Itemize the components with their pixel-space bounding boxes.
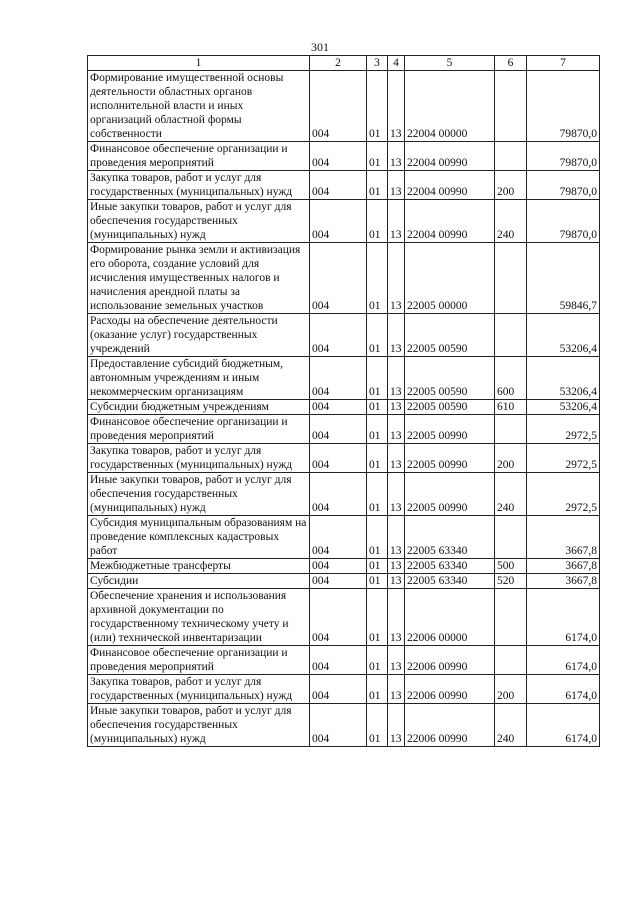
cell-amount: 79870,0 — [527, 142, 600, 171]
table-row — [88, 142, 600, 171]
cell-pr: 13 — [388, 243, 405, 314]
cell-rz: 01 — [367, 574, 388, 589]
cell-ved: 004 — [310, 589, 367, 646]
cell-vr — [495, 71, 527, 142]
cell-amount: 79870,0 — [527, 200, 600, 243]
cell-name: Формирование имущественной основы деятельности областных органов исполнительной власти и иных организаций областной формы собственности — [88, 71, 310, 142]
table-row — [88, 516, 600, 559]
cell-vr: 520 — [495, 574, 527, 589]
cell-csr: 22006 00990 — [405, 704, 495, 747]
cell-ved: 004 — [310, 200, 367, 243]
cell-rz: 01 — [367, 243, 388, 314]
table-row — [88, 200, 600, 243]
cell-ved: 004 — [310, 574, 367, 589]
cell-amount: 2972,5 — [527, 415, 600, 444]
cell-pr: 13 — [388, 646, 405, 675]
cell-amount: 6174,0 — [527, 704, 600, 747]
cell-csr: 22004 00990 — [405, 200, 495, 243]
cell-vr — [495, 415, 527, 444]
cell-pr: 13 — [388, 589, 405, 646]
cell-rz: 01 — [367, 516, 388, 559]
table-row — [88, 171, 600, 200]
cell-pr: 13 — [388, 559, 405, 574]
table-row — [88, 71, 600, 142]
cell-name: Субсидии бюджетным учреждениям — [88, 400, 310, 415]
cell-pr: 13 — [388, 675, 405, 704]
cell-pr: 13 — [388, 357, 405, 400]
table-body — [88, 71, 600, 747]
cell-csr: 22005 00590 — [405, 314, 495, 357]
cell-name: Иные закупки товаров, работ и услуг для обеспечения государственных (муниципальных) нужд — [88, 200, 310, 243]
table-row — [88, 704, 600, 747]
cell-name: Финансовое обеспечение организации и проведения мероприятий — [88, 142, 310, 171]
cell-csr: 22005 00990 — [405, 444, 495, 473]
column-header: 3 — [367, 56, 388, 71]
cell-pr: 13 — [388, 71, 405, 142]
table-row — [88, 559, 600, 574]
cell-name: Субсидии — [88, 574, 310, 589]
column-header: 1 — [88, 56, 310, 71]
cell-amount: 3667,8 — [527, 516, 600, 559]
cell-csr: 22005 00990 — [405, 415, 495, 444]
cell-amount: 2972,5 — [527, 444, 600, 473]
cell-pr: 13 — [388, 444, 405, 473]
cell-csr: 22005 00590 — [405, 400, 495, 415]
column-header: 2 — [310, 56, 367, 71]
cell-pr: 13 — [388, 171, 405, 200]
cell-name: Предоставление субсидий бюджетным, автономным учреждениям и иным некоммерческим организациям — [88, 357, 310, 400]
cell-ved: 004 — [310, 415, 367, 444]
table-row — [88, 415, 600, 444]
page-number: 301 — [311, 40, 329, 54]
cell-name: Обеспечение хранения и использования архивной документации по государственному техническому учету и (или) технической инвентаризации — [88, 589, 310, 646]
cell-csr: 22005 63340 — [405, 574, 495, 589]
cell-name: Расходы на обеспечение деятельности (оказание услуг) государственных учреждений — [88, 314, 310, 357]
cell-vr — [495, 646, 527, 675]
cell-pr: 13 — [388, 415, 405, 444]
cell-rz: 01 — [367, 400, 388, 415]
cell-pr: 13 — [388, 516, 405, 559]
cell-ved: 004 — [310, 71, 367, 142]
table-row — [88, 357, 600, 400]
cell-name: Закупка товаров, работ и услуг для государственных (муниципальных) нужд — [88, 444, 310, 473]
cell-pr: 13 — [388, 574, 405, 589]
cell-vr: 200 — [495, 444, 527, 473]
cell-vr: 610 — [495, 400, 527, 415]
cell-rz: 01 — [367, 589, 388, 646]
cell-ved: 004 — [310, 243, 367, 314]
cell-rz: 01 — [367, 675, 388, 704]
cell-ved: 004 — [310, 357, 367, 400]
table-row — [88, 646, 600, 675]
cell-ved: 004 — [310, 646, 367, 675]
cell-name: Иные закупки товаров, работ и услуг для обеспечения государственных (муниципальных) нужд — [88, 473, 310, 516]
cell-ved: 004 — [310, 559, 367, 574]
cell-ved: 004 — [310, 142, 367, 171]
table-row — [88, 675, 600, 704]
cell-name: Иные закупки товаров, работ и услуг для обеспечения государственных (муниципальных) нужд — [88, 704, 310, 747]
cell-vr — [495, 142, 527, 171]
cell-pr: 13 — [388, 200, 405, 243]
cell-vr: 600 — [495, 357, 527, 400]
cell-amount: 79870,0 — [527, 71, 600, 142]
cell-name: Субсидия муниципальным образованиям на проведение комплексных кадастровых работ — [88, 516, 310, 559]
cell-amount: 3667,8 — [527, 574, 600, 589]
cell-vr: 500 — [495, 559, 527, 574]
cell-ved: 004 — [310, 704, 367, 747]
cell-pr: 13 — [388, 473, 405, 516]
table-row — [88, 314, 600, 357]
cell-amount: 53206,4 — [527, 400, 600, 415]
cell-rz: 01 — [367, 444, 388, 473]
cell-name: Закупка товаров, работ и услуг для государственных (муниципальных) нужд — [88, 171, 310, 200]
cell-amount: 6174,0 — [527, 646, 600, 675]
table-header — [88, 56, 600, 71]
cell-pr: 13 — [388, 142, 405, 171]
cell-name: Формирование рынка земли и активизация его оборота, создание условий для исчисления имущественных налогов и начисления арендной платы за использование земельных участков — [88, 243, 310, 314]
cell-rz: 01 — [367, 200, 388, 243]
cell-vr: 200 — [495, 171, 527, 200]
cell-csr: 22006 00000 — [405, 589, 495, 646]
table-row — [88, 574, 600, 589]
cell-vr — [495, 589, 527, 646]
cell-amount: 2972,5 — [527, 473, 600, 516]
cell-csr: 22005 00000 — [405, 243, 495, 314]
cell-csr: 22004 00990 — [405, 142, 495, 171]
cell-rz: 01 — [367, 473, 388, 516]
cell-amount: 3667,8 — [527, 559, 600, 574]
cell-ved: 004 — [310, 516, 367, 559]
column-header: 4 — [388, 56, 405, 71]
cell-amount: 53206,4 — [527, 357, 600, 400]
cell-amount: 53206,4 — [527, 314, 600, 357]
column-header: 5 — [405, 56, 495, 71]
cell-amount: 79870,0 — [527, 171, 600, 200]
cell-csr: 22004 00990 — [405, 171, 495, 200]
cell-csr: 22005 00590 — [405, 357, 495, 400]
table-row — [88, 473, 600, 516]
cell-ved: 004 — [310, 473, 367, 516]
table-row — [88, 400, 600, 415]
header-row — [88, 56, 600, 71]
cell-pr: 13 — [388, 400, 405, 415]
budget-table — [87, 55, 600, 747]
cell-ved: 004 — [310, 444, 367, 473]
cell-ved: 004 — [310, 400, 367, 415]
cell-name: Межбюджетные трансферты — [88, 559, 310, 574]
column-header: 7 — [527, 56, 600, 71]
cell-rz: 01 — [367, 314, 388, 357]
cell-csr: 22006 00990 — [405, 646, 495, 675]
cell-rz: 01 — [367, 415, 388, 444]
cell-csr: 22005 63340 — [405, 516, 495, 559]
cell-vr — [495, 516, 527, 559]
cell-rz: 01 — [367, 142, 388, 171]
table-row — [88, 444, 600, 473]
cell-ved: 004 — [310, 171, 367, 200]
cell-ved: 004 — [310, 314, 367, 357]
cell-pr: 13 — [388, 704, 405, 747]
cell-amount: 6174,0 — [527, 589, 600, 646]
cell-vr: 240 — [495, 200, 527, 243]
cell-name: Финансовое обеспечение организации и проведения мероприятий — [88, 415, 310, 444]
cell-csr: 22004 00000 — [405, 71, 495, 142]
cell-csr: 22006 00990 — [405, 675, 495, 704]
cell-vr: 200 — [495, 675, 527, 704]
cell-vr: 240 — [495, 704, 527, 747]
cell-rz: 01 — [367, 646, 388, 675]
cell-csr: 22005 63340 — [405, 559, 495, 574]
column-header: 6 — [495, 56, 527, 71]
cell-vr — [495, 243, 527, 314]
cell-csr: 22005 00990 — [405, 473, 495, 516]
table-row — [88, 243, 600, 314]
cell-rz: 01 — [367, 357, 388, 400]
cell-amount: 6174,0 — [527, 675, 600, 704]
cell-name: Финансовое обеспечение организации и проведения мероприятий — [88, 646, 310, 675]
cell-vr — [495, 314, 527, 357]
table-row — [88, 589, 600, 646]
cell-vr: 240 — [495, 473, 527, 516]
cell-ved: 004 — [310, 675, 367, 704]
cell-rz: 01 — [367, 71, 388, 142]
cell-amount: 59846,7 — [527, 243, 600, 314]
cell-rz: 01 — [367, 704, 388, 747]
cell-rz: 01 — [367, 171, 388, 200]
cell-pr: 13 — [388, 314, 405, 357]
cell-name: Закупка товаров, работ и услуг для государственных (муниципальных) нужд — [88, 675, 310, 704]
cell-rz: 01 — [367, 559, 388, 574]
